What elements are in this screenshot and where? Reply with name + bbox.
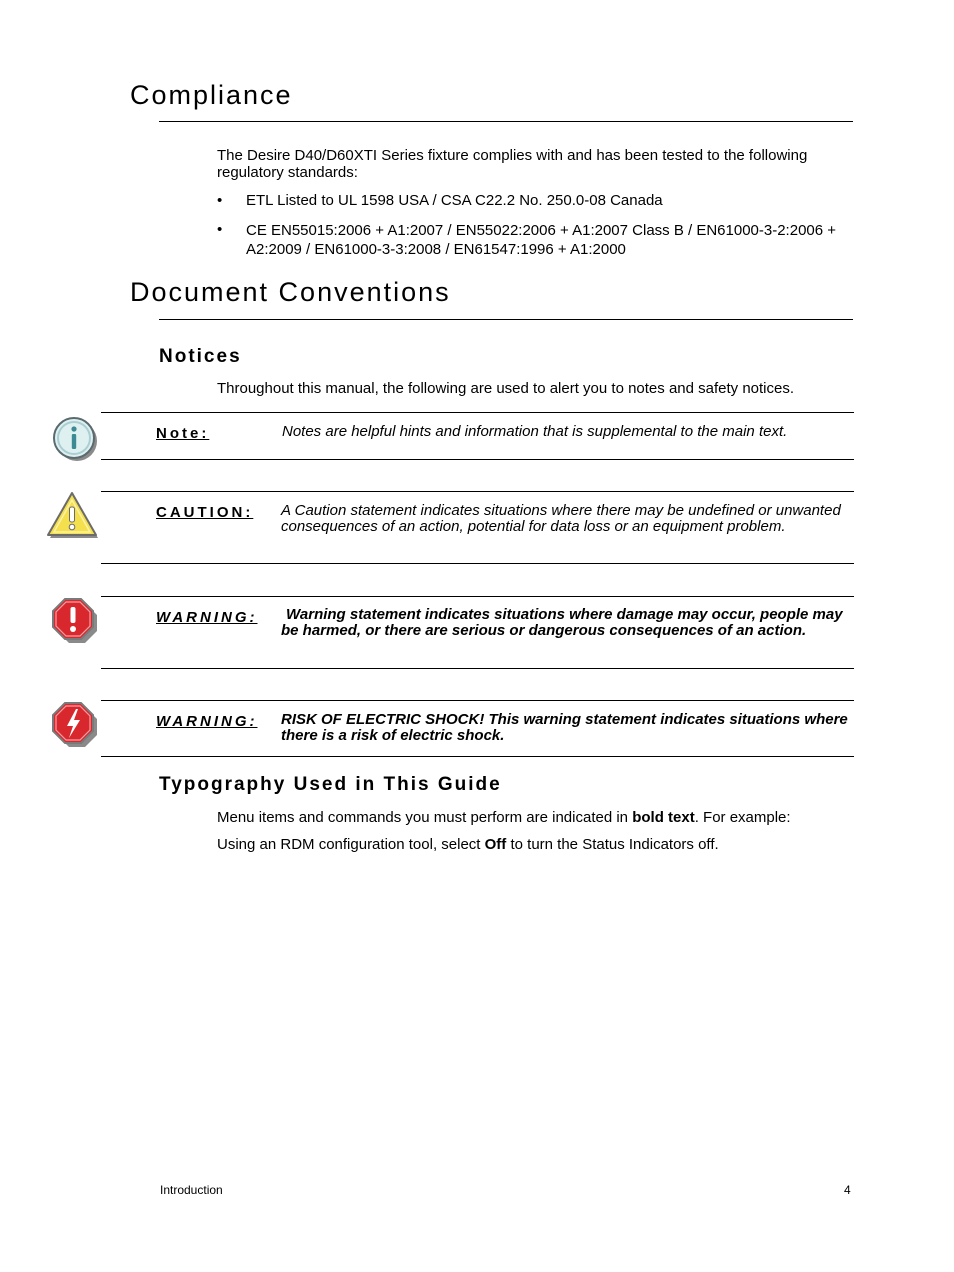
shock-warning-text: RISK OF ELECTRIC SHOCK! This warning statement indicates situations where there is a risk of electric shock. (281, 711, 848, 744)
note-top-rule (101, 412, 854, 413)
note-text: Notes are helpful hints and information that is supplemental to the main text. (282, 423, 788, 440)
footer-page-number: 4 (844, 1183, 851, 1197)
warning-label: WARNING: (156, 609, 258, 626)
notices-heading: Notices (159, 346, 242, 367)
shock-warning-label: WARNING: (156, 713, 258, 730)
typography-line-1-post: . For example: (694, 809, 791, 826)
typography-line-2-post: to turn the Status Indicators off. (506, 836, 719, 853)
caution-top-rule (101, 491, 854, 492)
compliance-intro: The Desire D40/D60XTI Series fixture complies with and has been tested to the following regulatory standards: (217, 147, 808, 181)
note-label: Note: (156, 425, 210, 442)
electric-shock-icon (50, 701, 98, 749)
typography-line-2 (217, 836, 857, 853)
typography-line-1-pre: Menu items and commands you must perform are indicated in (217, 809, 633, 826)
typography-line-1-bold: bold text (632, 809, 695, 826)
note-bottom-rule (101, 459, 854, 460)
shock-warning-top-rule (101, 700, 854, 701)
typography-heading: Typography Used in This Guide (159, 774, 502, 795)
notices-intro: Throughout this manual, the following are used to alert you to notes and safety notices. (217, 380, 795, 397)
footer-section: Introduction (160, 1183, 223, 1197)
caution-triangle-icon (46, 491, 100, 541)
caution-text: A Caution statement indicates situations where there may be undefined or unwanted consequences of an action, potential for data loss or an equipment problem. (281, 502, 841, 535)
typography-line-2-pre: Using an RDM configuration tool, select (217, 836, 485, 853)
compliance-bullet-2: CE EN55015:2006 + A1:2007 / EN55022:2006 + A1:2007 Class B / EN61000-3-2:2006 + A2:2009 / EN61000-3-3:2008 / EN61547:1996 + A1:2000 (246, 222, 837, 258)
stop-warning-icon (50, 597, 98, 645)
warning-text: Warning statement indicates situations where damage may occur, people may be harmed, or there are serious or dangerous consequences of an action. (281, 606, 843, 639)
compliance-rule (159, 121, 853, 122)
bullet-marker: • (217, 192, 223, 209)
conventions-rule (159, 319, 853, 320)
conventions-heading: Document Conventions (130, 277, 451, 307)
warning-top-rule (101, 596, 854, 597)
bullet-marker: • (217, 221, 223, 238)
shock-warning-bottom-rule (101, 756, 854, 757)
compliance-heading: Compliance (130, 80, 293, 110)
caution-bottom-rule (101, 563, 854, 564)
warning-bottom-rule (101, 668, 854, 669)
caution-label: CAUTION: (156, 504, 254, 521)
compliance-bullet-1: ETL Listed to UL 1598 USA / CSA C22.2 No. 250.0-08 Canada (246, 192, 663, 209)
typography-line-1 (217, 809, 857, 826)
typography-line-2-bold: Off (484, 836, 507, 853)
info-icon (52, 416, 100, 464)
